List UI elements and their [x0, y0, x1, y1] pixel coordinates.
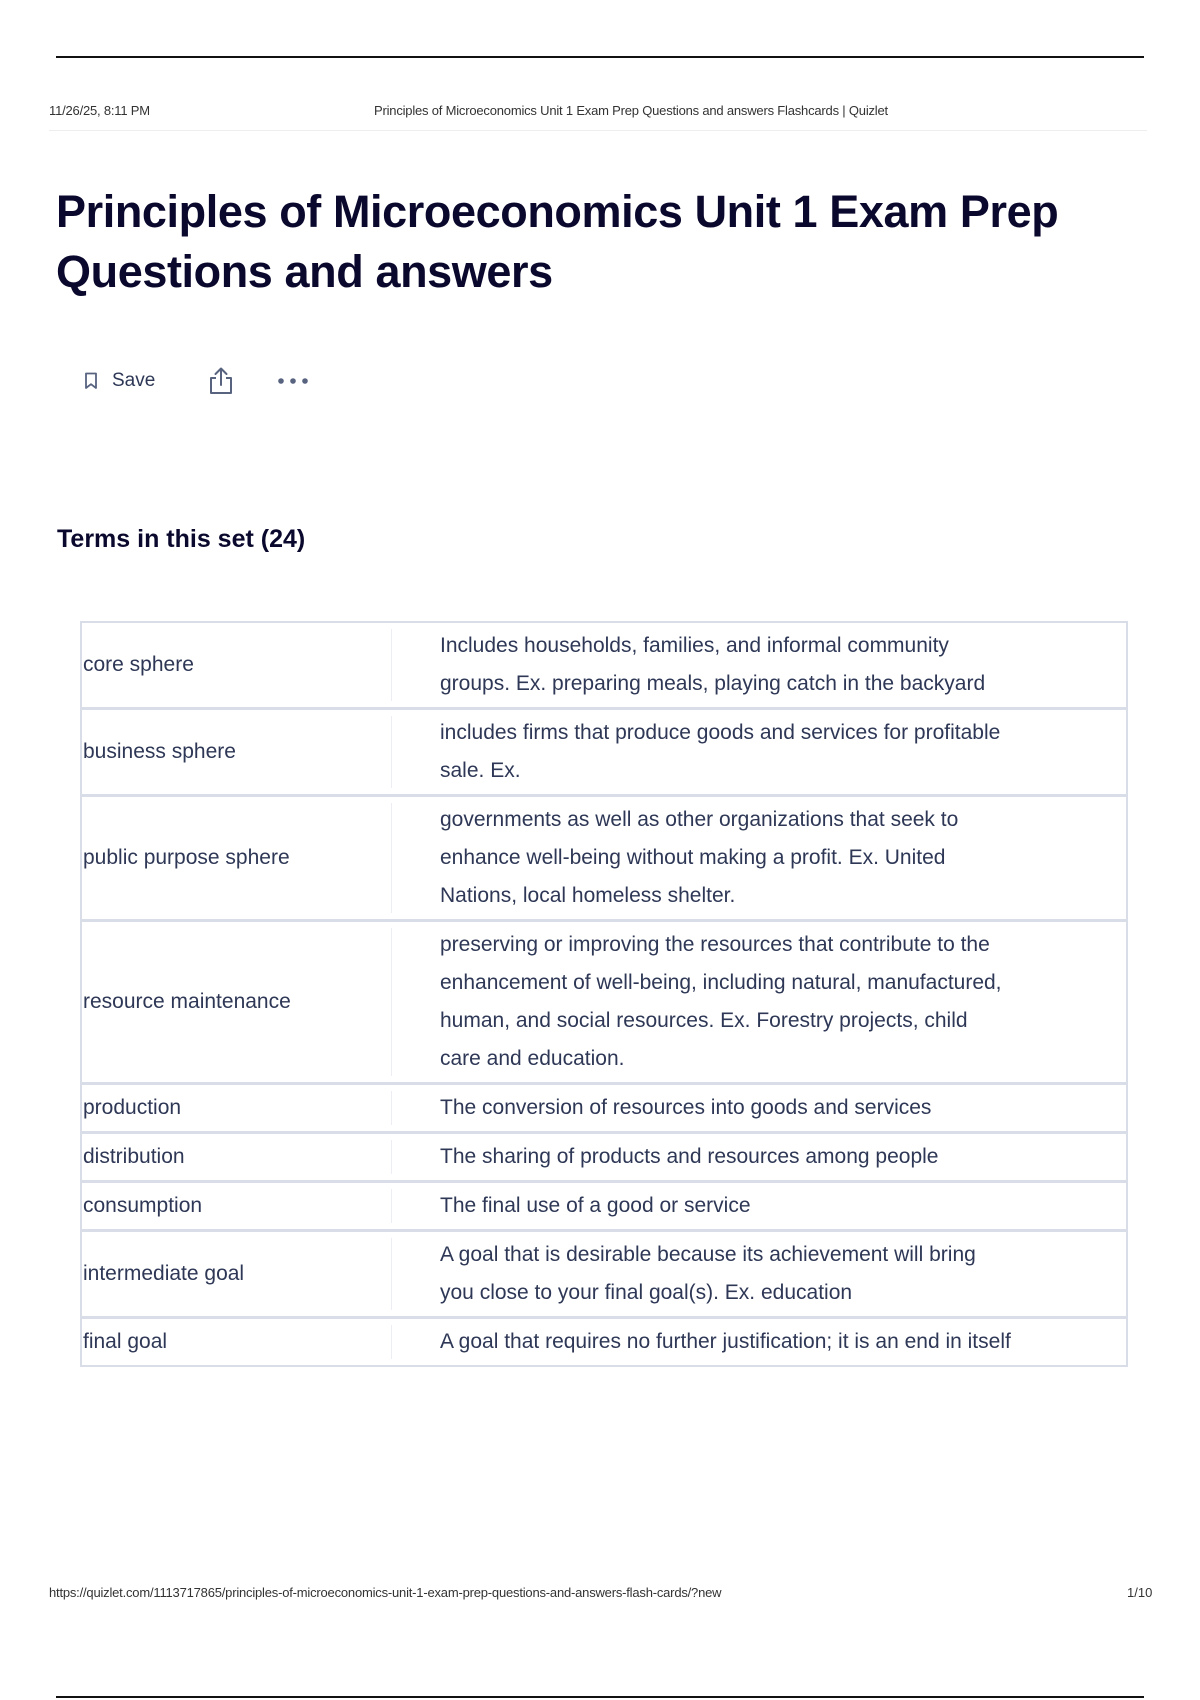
definition-cell: The final use of a good or service — [440, 1194, 751, 1217]
term-cell: core sphere — [82, 629, 392, 701]
action-bar — [84, 366, 309, 396]
table-row — [82, 1183, 1126, 1232]
footer-page-number: 1/10 — [1127, 1585, 1153, 1600]
share-button[interactable] — [207, 366, 235, 396]
table-row — [82, 797, 1126, 922]
print-datetime: 11/26/25, 8:11 PM — [49, 103, 150, 118]
definition-cell: preserving or improving the resources that contribute to the enhancement of well-being, including natural, manufactured, human, and social resources. Ex. Forestry projects, child care and education. — [440, 933, 1002, 1070]
table-row — [82, 1085, 1126, 1134]
term-cell: public purpose sphere — [82, 803, 392, 913]
term-cell: production — [82, 1091, 392, 1125]
definition-cell: governments as well as other organizations that seek to enhance well-being without making a profit. Ex. United Nations, local homeless shelter. — [440, 808, 959, 907]
definition-cell: Includes households, families, and informal community groups. Ex. preparing meals, playing catch in the backyard — [440, 634, 986, 695]
table-row — [82, 922, 1126, 1085]
more-options-button[interactable] — [277, 366, 309, 396]
term-cell: consumption — [82, 1189, 392, 1223]
bookmark-icon — [84, 372, 98, 390]
definition-cell: A goal that is desirable because its achievement will bring you close to your final goal(s). Ex. education — [440, 1243, 976, 1304]
term-cell: resource maintenance — [82, 928, 392, 1076]
table-row — [82, 623, 1126, 710]
share-icon — [207, 366, 235, 396]
term-cell: business sphere — [82, 716, 392, 788]
terms-heading: Terms in this set (24) — [57, 525, 306, 553]
table-row — [82, 710, 1126, 797]
definition-cell: A goal that requires no further justification; it is an end in itself — [440, 1330, 1011, 1353]
print-doc-title: Principles of Microeconomics Unit 1 Exam Prep Questions and answers Flashcards | Quizlet — [374, 103, 888, 118]
top-page-rule — [56, 56, 1144, 58]
page-title: Principles of Microeconomics Unit 1 Exam Prep Questions and answers — [56, 186, 1059, 297]
definition-cell: includes firms that produce goods and services for profitable sale. Ex. — [440, 721, 1001, 782]
term-cell: intermediate goal — [82, 1238, 392, 1310]
more-horizontal-icon — [277, 377, 309, 385]
definition-cell: The conversion of resources into goods and services — [440, 1096, 932, 1119]
table-row — [82, 1232, 1126, 1319]
term-cell: distribution — [82, 1140, 392, 1174]
terms-table — [80, 621, 1128, 1367]
term-cell: final goal — [82, 1325, 392, 1359]
save-button[interactable] — [84, 370, 155, 392]
definition-cell: The sharing of products and resources among people — [440, 1145, 939, 1168]
table-row — [82, 1319, 1126, 1365]
header-divider — [49, 130, 1147, 131]
save-label: Save — [112, 370, 156, 391]
footer-url: https://quizlet.com/1113717865/principles-of-microeconomics-unit-1-exam-prep-questions-and-answers-flash-cards/?new — [49, 1585, 722, 1600]
table-row — [82, 1134, 1126, 1183]
bottom-page-rule — [56, 1696, 1144, 1698]
